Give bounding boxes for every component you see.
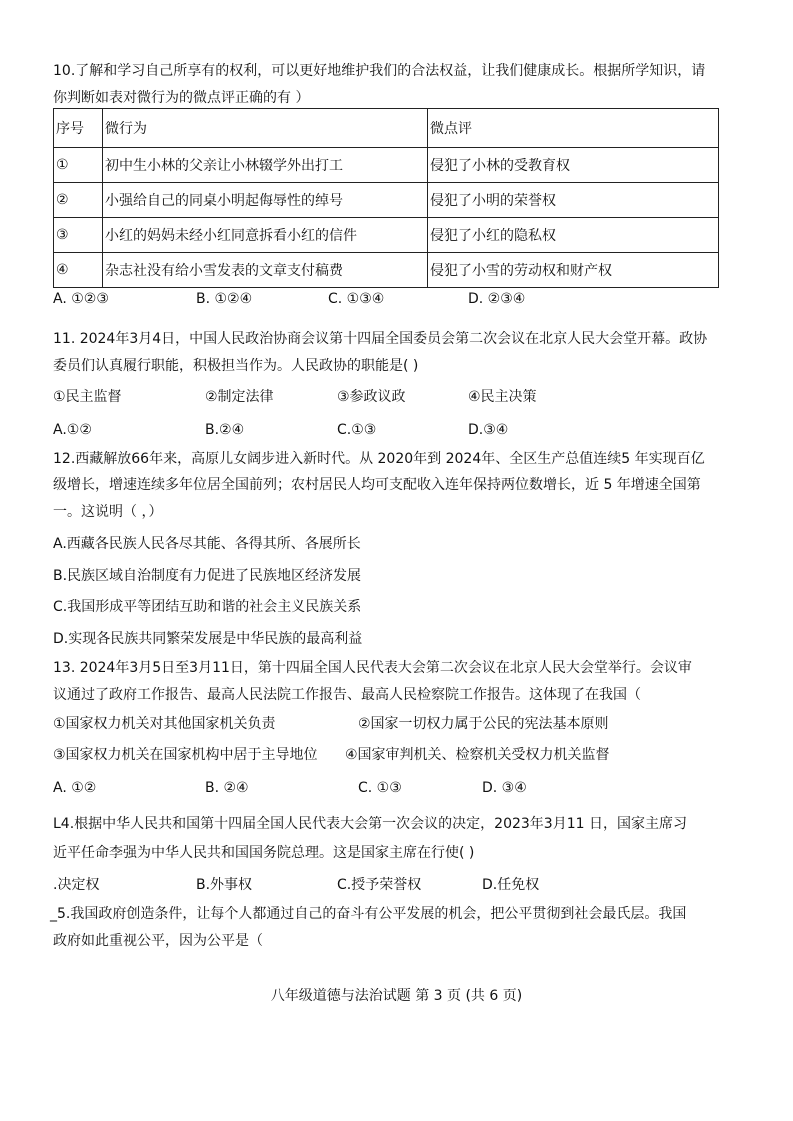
q11-item-2: ②制定法律 [205,389,274,405]
q14-option-a: .决定权 [53,877,100,893]
q13-option-a: A. ①② [53,780,97,796]
q14-stem-line1: L4.根据中华人民共和国第十四届全国人民代表大会第一次会议的决定，2023年3月11 日，国家主席习 [53,816,687,832]
table-cell: 侵犯了小林的受教育权 [428,148,719,183]
q14-option-d: D.任免权 [482,877,540,893]
table-header-row [54,109,719,148]
table-cell: 侵犯了小红的隐私权 [428,218,719,253]
table-row [54,148,719,183]
q11-item-1: ①民主监督 [53,389,122,405]
q15-stem-line2: 政府如此重视公平，因为公平是（ [53,933,263,949]
q10-stem-line2: 你判断如表对微行为的微点评正确的有 ） [53,90,310,106]
q12-option-a: A.西藏各民族人民各尽其能、各得其所、各展所长 [53,536,361,552]
table-row [54,253,719,288]
table-cell: 侵犯了小明的荣誉权 [428,183,719,218]
q10-table [53,108,719,288]
q13-stem-line2: 议通过了政府工作报告、最高人民法院工作报告、最高人民检察院工作报告。这体现了在我国（ [53,687,641,703]
q11-option-a: A.①② [53,422,92,438]
q12-option-b: B.民族区域自治制度有力促进了民族地区经济发展 [53,568,362,584]
table-header-cell: 微行为 [103,109,428,148]
q12-stem-line3: 一。这说明（ ，） [53,504,163,520]
q14-option-c: C.授予荣誉权 [337,877,422,893]
table-header-cell: 微点评 [428,109,719,148]
q13-stem-line1: 13. 2024年3月5日至3月11日，第十四届全国人民代表大会第二次会议在北京人民大会堂举行。会议审 [53,660,692,676]
q11-stem-line1: 11. 2024年3月4日，中国人民政治协商会议第十四届全国委员会第二次会议在北京人民大会堂开幕。政协 [53,331,708,347]
q10-option-d: D. ②③④ [468,291,526,307]
q10-option-b: B. ①②④ [196,291,253,307]
q15-stem-line1: _5.我国政府创造条件，让每个人都通过自己的奋斗有公平发展的机会，把公平贯彻到社会最氏层。我国 [50,906,687,922]
q11-item-4: ④民主决策 [468,389,537,405]
q13-item-1: ①国家权力机关对其他国家机关负责 [53,716,276,732]
q10-stem-line1: 10.了解和学习自己所享有的权利，可以更好地维护我们的合法权益，让我们健康成长。根据所学知识，请 [53,63,706,79]
q11-option-b: B.②④ [205,422,245,438]
q13-option-c: C. ①③ [358,780,402,796]
table-cell: 初中生小林的父亲让小林辍学外出打工 [103,148,428,183]
q14-option-b: B.外事权 [196,877,253,893]
q13-option-d: D. ③④ [482,780,527,796]
page-footer: 八年级道德与法治试题 第 3 页 (共 6 页) [270,988,523,1004]
q11-stem-line2: 委员们认真履行职能，积极担当作为。人民政协的职能是( ) [53,358,419,374]
table-cell: ④ [54,253,103,288]
table-row [54,218,719,253]
table-cell: ② [54,183,103,218]
q10-option-a: A. ①②③ [53,291,109,307]
table-cell: ① [54,148,103,183]
q11-item-3: ③参政议政 [337,389,406,405]
q11-option-d: D.③④ [468,422,509,438]
q12-stem-line2: 级增长，增速连续多年位居全国前列；农村居民人均可支配收入连年保持两位数增长，近 5 年增速全国第 [53,477,701,493]
q10-option-c: C. ①③④ [328,291,385,307]
q14-stem-line2: 近平任命李强为中华人民共和国国务院总理。这是国家主席在行使( ) [53,845,475,861]
table-header-cell: 序号 [54,109,103,148]
table-cell: 小红的妈妈未经小红同意拆看小红的信件 [103,218,428,253]
q13-item-4: ④国家审判机关、检察机关受权力机关监督 [345,747,610,763]
q13-option-b: B. ②④ [205,780,249,796]
q12-option-c: C.我国形成平等团结互助和谐的社会主义民族关系 [53,599,362,615]
q12-option-d: D.实现各民族共同繁荣发展是中华民族的最高利益 [53,631,363,647]
table-cell: 小强给自己的同桌小明起侮辱性的绰号 [103,183,428,218]
table-cell: 杂志社没有给小雪发表的文章支付稿费 [103,253,428,288]
table-cell: ③ [54,218,103,253]
q13-item-2: ②国家一切权力属于公民的宪法基本原则 [358,716,609,732]
q13-item-3: ③国家权力机关在国家机构中居于主导地位 [53,747,318,763]
q12-stem-line1: 12.西藏解放66年来，高原儿女阔步进入新时代。从 2020年到 2024年、全区生产总值连续5 年实现百亿 [53,451,705,467]
table-row [54,183,719,218]
table-cell: 侵犯了小雪的劳动权和财产权 [428,253,719,288]
q11-option-c: C.①③ [337,422,377,438]
